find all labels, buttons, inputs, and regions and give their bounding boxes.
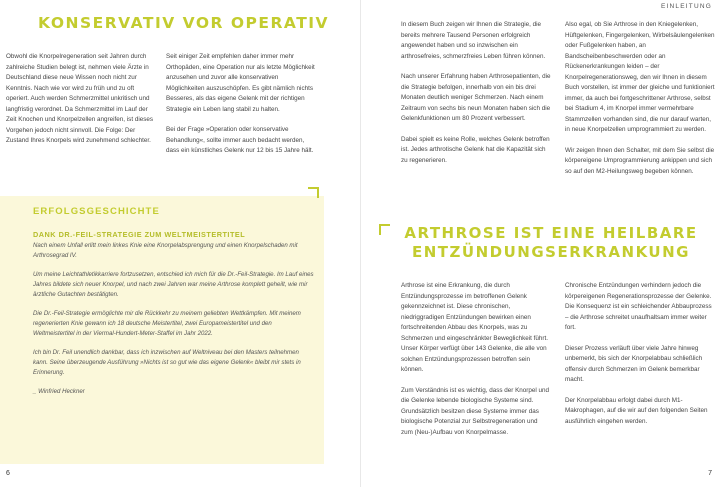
running-header: EINLEITUNG	[660, 3, 712, 10]
left-column-1	[6, 52, 156, 157]
paragraph: Zum Verständnis ist es wichtig, dass der Knorpel und die Gelenke lebende biologische Systeme sind. Grundsätzlich besitzen diese Systeme immer das biologische Potenzial zur Selbstregeneration und zum (Neu-)Aufbau von Knorpelmasse.	[401, 386, 550, 436]
paragraph: Wir zeigen Ihnen den Schalter, mit dem Sie selbst die körpereigene Umprogrammierung ankippen und sich so auf den M2-Heilungsweg begeben können.	[565, 146, 715, 175]
story-paragraph: Ich bin Dr. Feil unendlich dankbar, dass ich inzwischen auf Weltniveau bei den Masters teilnehmen kann. Seine überzeugende Ausführung »Nichts ist so gut wie das eigene Gelenk« bleibt mir stets in Erinnerung.	[33, 349, 301, 376]
right-page	[360, 0, 720, 487]
story-paragraph: _ Winfried Heckner	[33, 388, 85, 395]
section-title-konservativ: KONSERVATIV VOR OPERATIV	[38, 14, 330, 32]
paragraph: In diesem Buch zeigen wir Ihnen die Strategie, die bereits mehrere Tausend Personen erfolgreich angewendet haben und so inzwischen ein arthrosefreies, schmerzfreies Leben führen können.	[401, 21, 546, 60]
right-column-1	[401, 20, 551, 176]
paragraph: Nach unserer Erfahrung haben Arthrosepatienten, die die Strategie befolgen, innerhalb von ein bis drei Monaten deutlich weniger Schmerzen. Nach einem Zeitraum von sechs bis neun Monaten haben sich die Gelenkfunktionen um 80 Prozent verbessert.	[401, 73, 551, 122]
right-column-2	[565, 20, 715, 187]
paragraph: Seit einiger Zeit empfehlen daher immer mehr Orthopäden, eine Operation nur als letzte Möglichkeit anzusehen und zuvor alle konservativen Möglichkeiten auszuschöpfen. Es gibt nämlich nichts Besseres, als das eigene Gelenk mit der richtigen Strategie ein Leben lang stabil zu halten.	[166, 53, 315, 113]
paragraph: Dieser Prozess verläuft über viele Jahre hinweg unbemerkt, bis sich der Knorpelabbau schließlich offensiv durch Schmerzen im Gelenk bemerkbar macht.	[565, 344, 703, 383]
paragraph: Obwohl die Knorpelregeneration seit Jahren durch zahlreiche Studien belegt ist, nehmen viele Ärzte in Deutschland diese neue Wissen noch nicht zur Kenntnis. Nach wie vor wird zu früh und zu oft operiert. Auch werden Schmerzmittel unkritisch und langfristig verordnet. Da Schmerzmittel im Lauf der Zeit Knochen und Knorpelzellen angreifen, ist dieses Vorgehen jedoch nicht sinnvoll. Die Folge: Der Zustand Ihres Knorpels wird zunehmend schlechter.	[6, 53, 154, 144]
section-title-line-1: ARTHROSE IST EINE HEILBARE	[404, 224, 698, 242]
success-story-box	[0, 196, 324, 464]
paragraph: Der Knorpelabbau erfolgt dabei durch M1-Makrophagen, auf die wir auf den folgenden Seiten ausführlich eingehen werden.	[565, 396, 708, 425]
success-story-heading: ERFOLGSGESCHICHTE	[33, 206, 160, 217]
success-story-subheading: DANK DR.-FEIL-STRATEGIE ZUM WELTMEISTERTITEL	[33, 230, 246, 239]
corner-mark-icon	[379, 224, 390, 235]
page-number-right: 7	[708, 470, 712, 477]
left-column-2	[166, 52, 318, 167]
section-title-arthrose	[401, 224, 701, 262]
story-paragraph: Nach einem Unfall erlitt mein linkes Knie eine Knorpelabsprengung und einen Knorpelschaden mit Arthrosegrad IV.	[33, 242, 298, 259]
section-title-line-2: ENTZÜNDUNGSERKRANKUNG	[412, 243, 690, 261]
paragraph: Arthrose ist eine Erkrankung, die durch Entzündungsprozesse im betroffenen Gelenk gekennzeichnet ist. Diese chronischen, niedriggradigen Entzündungen bewirken einen fortschreitenden Abbau des Knorpels, was zu Schmerzen und eingeschränkter Beweglichkeit führt. Unser Körper verfügt über 143 Gelenke, die alle von solchen Entzündungsprozessen betroffen sein können.	[401, 282, 549, 373]
paragraph: Dabei spielt es keine Rolle, welches Gelenk betroffen ist. Jedes arthrotische Gelenk hat die Kapazität sich zu regenerieren.	[401, 135, 550, 164]
corner-mark-icon	[308, 187, 319, 198]
right-column-4	[565, 281, 715, 437]
paragraph: Also egal, ob Sie Arthrose in den Kniegelenken, Hüftgelenken, Fingergelenken, Wirbelsäulengelenken oder Fußgelenken haben, an Bandscheibenbeschwerden oder an Rückenerkrankungen leiden – der Knorpelregenerationsweg, den wir Ihnen in diesem Buch vorstellen, ist immer der gleiche und funktioniert immer, da auch bei fortgeschrittener Arthrose, selbst bei Stadium 4, im Knorpel immer vermehrbare Stammzellen vorhanden sind, die nur darauf warten, in neue Knorpelzellen umprogrammiert zu werden.	[565, 21, 715, 133]
paragraph: Chronische Entzündungen verhindern jedoch die körpereigenen Regenerationsprozesse der Gelenke. Die Konsequenz ist ein schleichender Abbauprozess – die Arthrose schreitet unaufhaltsam immer weiter fort.	[565, 282, 712, 331]
right-column-3	[401, 281, 551, 448]
story-paragraph: Um meine Leichtathletikkarriere fortzusetzen, entschied ich mich für die Dr.-Feil-Strategie. Im Lauf eines Jahres bildete sich neuer Knorpel, und nach zwei Jahren war meine Arthrose komplett geheilt, wie mir ärztliche Gutachten bestätigten.	[33, 271, 314, 298]
success-story-body	[33, 241, 315, 406]
page-number-left: 6	[6, 470, 10, 477]
story-paragraph: Die Dr.-Feil-Strategie ermöglichte mir die Rückkehr zu meinem geliebten Wettkämpfen. Mit meinem regenerierten Knie gewann ich 18 deutsche Meistertitel, zwei Europameistertitel und den Weltmeistertitel in der Viermal-Hundert-Meter-Staffel im Jahr 2022.	[33, 310, 301, 337]
paragraph: Bei der Frage »Operation oder konservative Behandlung«, sollte immer auch bedacht werden, dass ein künstliches Gelenk nur 12 bis 15 Jahre hält.	[166, 126, 314, 154]
